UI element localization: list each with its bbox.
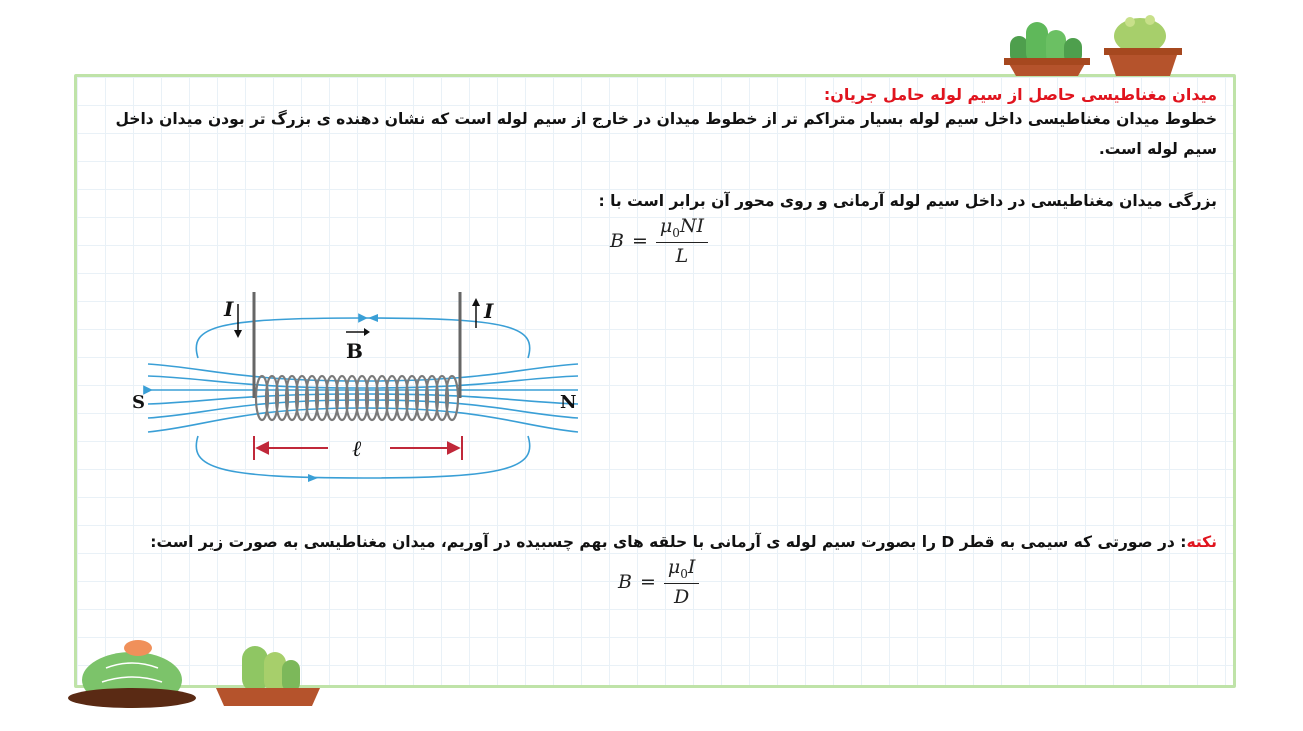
section-title: میدان مغناطیسی حاصل از سیم لوله حامل جریان:: [823, 85, 1217, 104]
formula-equals: =: [631, 229, 648, 252]
formula-solenoid-field: [610, 215, 708, 267]
formula-numerator: $\mu_0I$: [664, 556, 700, 584]
solenoid-diagram: [128, 286, 598, 496]
cactus-pots-bottom-icon: [66, 632, 336, 712]
formula-equals: =: [639, 570, 656, 593]
formula-denominator: D: [674, 585, 690, 608]
note-keyword: نکته: [1186, 533, 1217, 551]
formula-denominator: L: [675, 244, 689, 267]
paragraph-field-lines: خطوط میدان مغناطیسی داخل سیم لوله بسیار متراکم تر از خطوط میدان در خارج از سیم لوله است که نشان دهنده ی بزرگ تر بودن میدان داخل سیم لوله است.: [115, 110, 1217, 158]
field-label: B: [346, 339, 363, 363]
note-paragraph: [92, 527, 1217, 557]
formula-fraction: [664, 556, 700, 608]
pole-label-north: N: [560, 392, 577, 413]
current-label-left: I: [224, 297, 234, 321]
formula-numerator: $\mu_0NI$: [656, 215, 708, 243]
note-text: : در صورتی که سیمی به قطر D را بصورت سیم لوله ی آرمانی با حلقه های بهم چسبیده در آوریم، میدان مغناطیسی به صورت زیر است:: [150, 533, 1187, 551]
paragraph-field-magnitude: بزرگی میدان مغناطیسی در داخل سیم لوله آرمانی و روی محور آن برابر است با :: [598, 192, 1217, 210]
current-label-right: I: [484, 299, 494, 323]
length-label: ℓ: [352, 437, 362, 462]
formula-wire-diameter-field: [618, 556, 699, 608]
formula-lhs: B: [618, 570, 632, 593]
formula-lhs: B: [610, 229, 624, 252]
formula-fraction: [656, 215, 708, 267]
pole-label-south: S: [132, 392, 145, 413]
cactus-pots-top-icon: [990, 8, 1210, 78]
